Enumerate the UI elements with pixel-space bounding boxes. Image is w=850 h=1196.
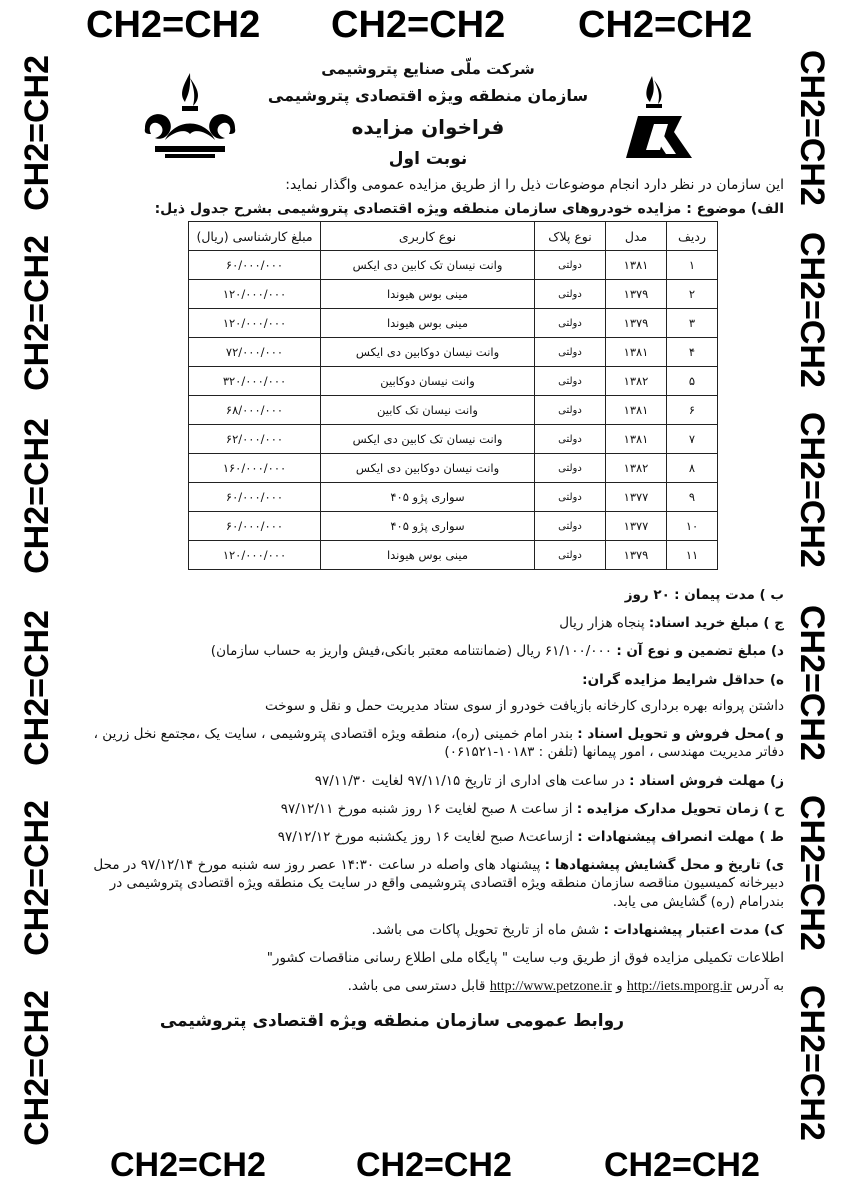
cell-price: ۱۶۰/۰۰۰/۰۰۰ xyxy=(189,454,321,483)
cell-row: ۵ xyxy=(667,367,718,396)
watermark-left-1: CH2=CH2 xyxy=(18,55,56,211)
cell-model: ۱۳۷۷ xyxy=(606,483,667,512)
watermark-bottom-2: CH2=CH2 xyxy=(356,1146,512,1184)
contract-duration-value: ۲۰ روز xyxy=(624,587,670,603)
cell-price: ۶۰/۰۰۰/۰۰۰ xyxy=(189,483,321,512)
cell-row: ۲ xyxy=(667,280,718,309)
footer-signature: روابط عمومی سازمان منطقه ویژه اقتصادی پتروشیمی xyxy=(159,1011,624,1032)
table-row xyxy=(189,280,718,309)
cell-usage: سواری پژو ۴۰۵ xyxy=(321,483,535,512)
validity-label: ک) مدت اعتبار پیشنهادات : xyxy=(603,921,784,938)
cell-plate: دولتی xyxy=(535,338,606,367)
cell-price: ۶۰/۰۰۰/۰۰۰ xyxy=(189,251,321,280)
watermark-left-5: CH2=CH2 xyxy=(18,800,56,956)
cell-row: ۱ xyxy=(667,251,718,280)
section-contract-duration xyxy=(72,586,784,604)
table-row xyxy=(189,338,718,367)
table-header-row xyxy=(189,222,718,251)
cell-row: ۱۱ xyxy=(667,541,718,570)
cell-usage: وانت نیسان تک کابین دی ایکس xyxy=(321,251,535,280)
contract-duration-label: ب ) مدت پیمان : xyxy=(674,587,784,603)
section-guarantee xyxy=(72,642,784,660)
sale-location-value: بندر امام خمینی (ره)، منطقه ویژه اقتصادی پتروشیمی ، سایت یک ،مجتمع نخل زرین ، دفاتر مدیریت مهندسی ، امور پیمانها (تلفن : ۱۰۱۸۳-۰۶۱۵۲۱) xyxy=(93,726,784,761)
cell-model: ۱۳۸۱ xyxy=(606,396,667,425)
cell-plate: دولتی xyxy=(535,454,606,483)
cell-model: ۱۳۸۱ xyxy=(606,251,667,280)
company-name: شرکت ملّی صنایع پتروشیمی xyxy=(321,60,535,78)
watermark-right-2: CH2=CH2 xyxy=(793,232,831,388)
col-plate: نوع پلاک xyxy=(535,222,606,251)
withdrawal-deadline-value: ازساعت۸ صبح لغایت ۱۶ روز یکشنبه مورخ ۹۷/۱۲/۱۲ xyxy=(277,828,573,845)
col-usage: نوع کاربری xyxy=(321,222,535,251)
table-row xyxy=(189,454,718,483)
cell-model: ۱۳۷۹ xyxy=(606,280,667,309)
cell-plate: دولتی xyxy=(535,251,606,280)
section-submission-time xyxy=(72,800,784,818)
watermark-left-4: CH2=CH2 xyxy=(18,610,56,766)
submission-time-value: از ساعت ۸ صبح لغایت ۱۶ روز شنبه مورخ ۹۷/۱۲/۱۱ xyxy=(280,800,573,817)
cell-plate: دولتی xyxy=(535,309,606,338)
cell-model: ۱۳۸۱ xyxy=(606,425,667,454)
cell-price: ۱۲۰/۰۰۰/۰۰۰ xyxy=(189,280,321,309)
cell-plate: دولتی xyxy=(535,396,606,425)
info-text: اطلاعات تکمیلی مزایده فوق از طریق وب سایت " پایگاه ملی اطلاع رسانی مناقصات کشور" xyxy=(266,950,784,967)
sale-deadline-label: ز) مهلت فروش اسناد : xyxy=(629,772,784,789)
address-prefix: به آدرس xyxy=(735,978,784,995)
cell-usage: مینی بوس هیوندا xyxy=(321,309,535,338)
sale-deadline-value: در ساعت های اداری از تاریخ ۹۷/۱۱/۱۵ لغایت ۹۷/۱۱/۳۰ xyxy=(314,772,625,789)
section-requirements xyxy=(72,671,784,715)
cell-usage: وانت نیسان دوکابین دی ایکس xyxy=(321,338,535,367)
cell-plate: دولتی xyxy=(535,512,606,541)
watermark-right-3: CH2=CH2 xyxy=(793,412,831,568)
cell-usage: وانت نیسان دوکابین دی ایکس xyxy=(321,454,535,483)
cell-model: ۱۳۷۷ xyxy=(606,512,667,541)
cell-plate: دولتی xyxy=(535,367,606,396)
opening-value: پیشنهاد های واصله در ساعت ۱۴:۳۰ عصر روز سه شنبه مورخ ۹۷/۱۲/۱۴ در محل دبیرخانه کمیسیون مناقصه سازمان منطقه ویژه اقتصادی پتروشیمی واقع در سایت یک منطقه ویژه اقتصادی پتروشیمی در بندرامام (ره) گشایش می یابد. xyxy=(93,857,784,910)
watermark-right-5: CH2=CH2 xyxy=(793,795,831,951)
intro-text: این سازمان در نظر دارد انجام موضوعات ذیل را از طریق مزایده عمومی واگذار نماید: xyxy=(285,177,784,193)
cell-row: ۱۰ xyxy=(667,512,718,541)
watermark-left-6: CH2=CH2 xyxy=(18,990,56,1146)
cell-plate: دولتی xyxy=(535,280,606,309)
cell-usage: سواری پژو ۴۰۵ xyxy=(321,512,535,541)
table-row xyxy=(189,396,718,425)
watermark-top-1: CH2=CH2 xyxy=(86,4,261,46)
withdrawal-deadline-label: ط ) مهلت انصراف پیشنهادات : xyxy=(577,828,784,845)
col-price: مبلغ کارشناسی (ریال) xyxy=(189,222,321,251)
cell-usage: وانت نیسان دوکابین xyxy=(321,367,535,396)
guarantee-value: ۶۱/۱۰۰/۰۰۰ ریال (ضمانتنامه معتبر بانکی،فیش واریز به حساب سازمان) xyxy=(210,643,613,660)
topic-text: الف) موضوع : مزایده خودروهای سازمان منطقه ویژه اقتصادی پتروشیمی بشرح جدول ذیل: xyxy=(154,201,784,217)
guarantee-label: د) مبلغ تضمین و نوع آن : xyxy=(616,643,784,660)
cell-price: ۳۲۰/۰۰۰/۰۰۰ xyxy=(189,367,321,396)
document-price-value: پنجاه هزار ریال xyxy=(559,615,645,632)
watermark-top-2: CH2=CH2 xyxy=(331,4,506,46)
address-and: و xyxy=(616,978,623,995)
watermark-right-1: CH2=CH2 xyxy=(793,50,831,206)
cell-plate: دولتی xyxy=(535,425,606,454)
cell-model: ۱۳۸۲ xyxy=(606,367,667,396)
cell-row: ۷ xyxy=(667,425,718,454)
section-document-price xyxy=(72,614,784,632)
cell-model: ۱۳۷۹ xyxy=(606,541,667,570)
table-row xyxy=(189,367,718,396)
table-row xyxy=(189,512,718,541)
cell-model: ۱۳۸۱ xyxy=(606,338,667,367)
cell-plate: دولتی xyxy=(535,483,606,512)
cell-price: ۷۲/۰۰۰/۰۰۰ xyxy=(189,338,321,367)
cell-price: ۶۲/۰۰۰/۰۰۰ xyxy=(189,425,321,454)
organization-name: سازمان منطقه ویژه اقتصادی پتروشیمی xyxy=(267,86,589,105)
submission-time-label: ح ) زمان تحویل مدارک مزایده : xyxy=(576,800,784,817)
watermark-right-6: CH2=CH2 xyxy=(793,985,831,1141)
cell-row: ۳ xyxy=(667,309,718,338)
section-opening xyxy=(72,856,784,911)
cell-row: ۹ xyxy=(667,483,718,512)
table-row xyxy=(189,483,718,512)
cell-price: ۱۲۰/۰۰۰/۰۰۰ xyxy=(189,309,321,338)
cell-model: ۱۳۸۲ xyxy=(606,454,667,483)
cell-row: ۴ xyxy=(667,338,718,367)
watermark-bottom-3: CH2=CH2 xyxy=(604,1146,760,1184)
cell-price: ۶۸/۰۰۰/۰۰۰ xyxy=(189,396,321,425)
sale-location-label: و )محل فروش و تحویل اسناد : xyxy=(577,726,784,743)
table-row xyxy=(189,425,718,454)
opening-label: ی) تاریخ و محل گشایش پیشنهادها : xyxy=(544,857,784,874)
watermark-right-4: CH2=CH2 xyxy=(793,605,831,761)
table-row xyxy=(189,541,718,570)
section-info xyxy=(72,949,784,967)
cell-price: ۶۰/۰۰۰/۰۰۰ xyxy=(189,512,321,541)
vehicles-table xyxy=(188,221,718,570)
cell-price: ۱۲۰/۰۰۰/۰۰۰ xyxy=(189,541,321,570)
link-petzone[interactable]: http://www.petzone.ir xyxy=(489,979,612,995)
link-iets[interactable]: http://iets.mporg.ir xyxy=(626,979,732,995)
section-validity xyxy=(72,921,784,939)
cell-usage: وانت نیسان تک کابین دی ایکس xyxy=(321,425,535,454)
cell-plate: دولتی xyxy=(535,541,606,570)
watermark-bottom-1: CH2=CH2 xyxy=(110,1146,266,1184)
section-sale-deadline xyxy=(72,772,784,790)
col-row: ردیف xyxy=(667,222,718,251)
watermark-left-3: CH2=CH2 xyxy=(18,418,56,574)
requirements-value: داشتن پروانه بهره برداری کارخانه بازیافت خودرو از سوی ستاد مدیریت حمل و نقل و سوخت xyxy=(265,697,784,714)
cell-model: ۱۳۷۹ xyxy=(606,309,667,338)
cell-row: ۸ xyxy=(667,454,718,483)
watermark-top-3: CH2=CH2 xyxy=(578,4,753,46)
watermark-left-2: CH2=CH2 xyxy=(18,235,56,391)
section-address xyxy=(72,977,784,997)
page-title: فراخوان مزایده xyxy=(351,115,505,139)
document-price-label: ج ) مبلغ خرید اسناد: xyxy=(648,615,784,632)
col-model: مدل xyxy=(606,222,667,251)
section-withdrawal-deadline xyxy=(72,828,784,846)
cell-usage: مینی بوس هیوندا xyxy=(321,280,535,309)
announcement-document xyxy=(72,52,784,1150)
table-row xyxy=(189,309,718,338)
cell-row: ۶ xyxy=(667,396,718,425)
table-row xyxy=(189,251,718,280)
round-label: نوبت اول xyxy=(388,149,468,169)
requirements-label: ه) حداقل شرایط مزایده گران: xyxy=(582,671,784,688)
validity-value: شش ماه از تاریخ تحویل پاکات می باشد. xyxy=(371,921,600,938)
section-sale-location xyxy=(72,725,784,761)
address-suffix: قابل دسترسی می باشد. xyxy=(347,978,486,995)
cell-usage: وانت نیسان تک کابین xyxy=(321,396,535,425)
cell-usage: مینی بوس هیوندا xyxy=(321,541,535,570)
header xyxy=(72,60,784,169)
